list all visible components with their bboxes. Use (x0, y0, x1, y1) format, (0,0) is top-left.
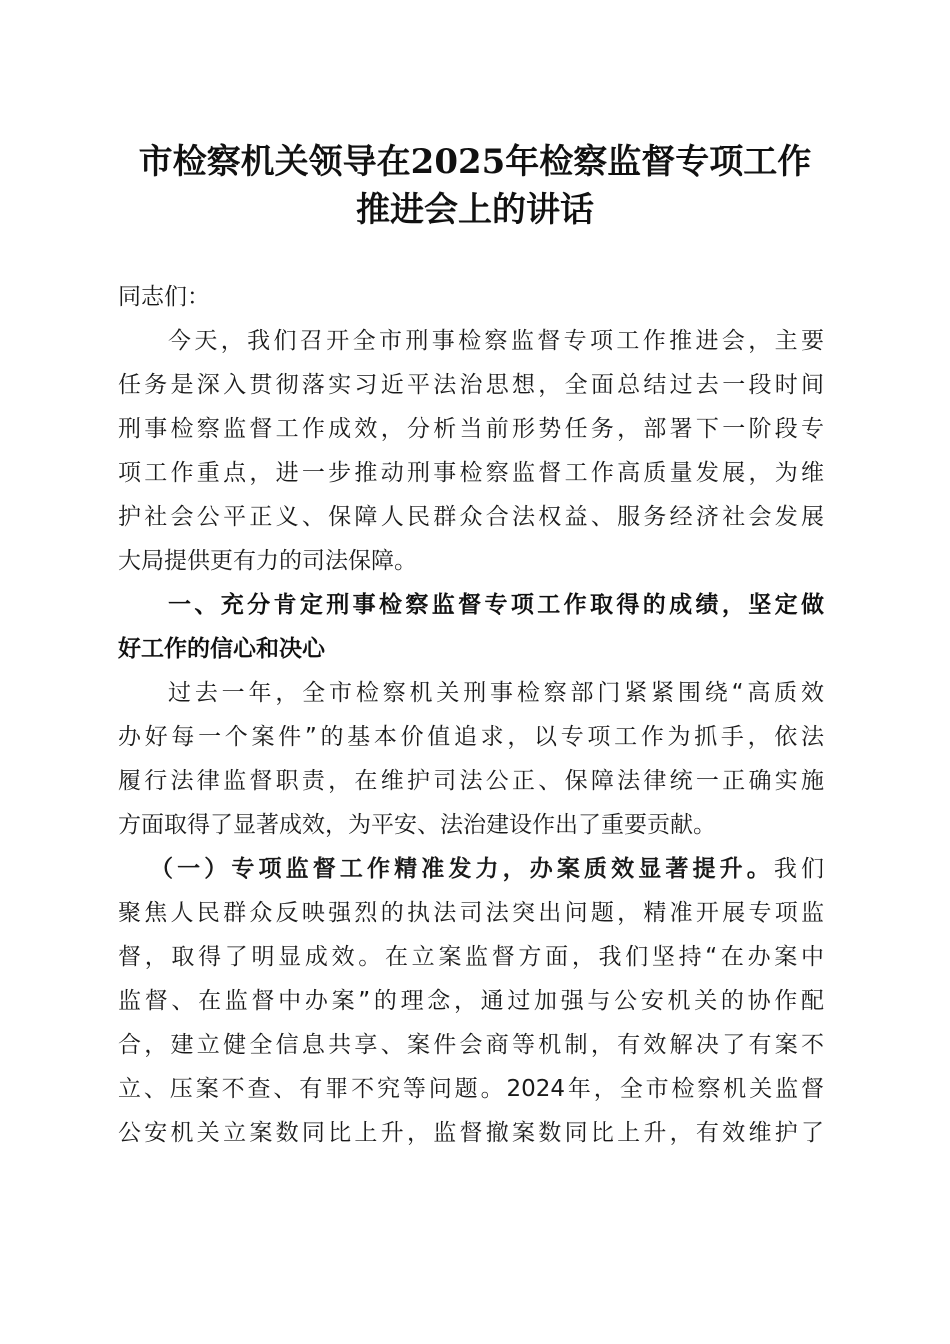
paragraph-1-line-4: 项工作重点，进一步推动刑事检察监督工作高质量发展，为维 (118, 460, 824, 486)
paragraph-3-line-2: 聚焦人民群众反映强烈的执法司法突出问题，精准开展专项监 (118, 900, 824, 926)
section-heading-line-1: 一、充分肯定刑事检察监督专项工作取得的成绩，坚定做 (168, 592, 824, 618)
paragraph-3-line-5: 合，建立健全信息共享、案件会商等机制，有效解决了有案不 (118, 1032, 824, 1058)
paragraph-3-line-6: 立、压案不查、有罪不究等问题。2024年，全市检察机关监督 (118, 1076, 824, 1102)
salutation: 同志们： (118, 284, 210, 310)
document-title (100, 138, 850, 234)
paragraph-3-line-3: 督，取得了明显成效。在立案监督方面，我们坚持“在办案中 (118, 944, 824, 970)
section-heading-line-2: 好工作的信心和决心 (118, 636, 325, 662)
subheading: （一）专项监督工作精准发力，办案质效显著提升。 (150, 856, 774, 882)
paragraph-3-line-1 (150, 849, 824, 889)
paragraph-3-line-7: 公安机关立案数同比上升，监督撤案数同比上升，有效维护了 (118, 1120, 824, 1146)
paragraph-2-line-1: 过去一年，全市检察机关刑事检察部门紧紧围绕“高质效 (168, 680, 824, 706)
paragraph-1-line-2: 任务是深入贯彻落实习近平法治思想，全面总结过去一段时间 (118, 372, 824, 398)
paragraph-2-line-2: 办好每一个案件”的基本价值追求，以专项工作为抓手，依法 (118, 724, 824, 750)
paragraph-1-line-6: 大局提供更有力的司法保障。 (118, 548, 417, 574)
subheading-rest: 我们 (773, 856, 824, 882)
title-line-1: 市检察机关领导在2025年检察监督专项工作 (138, 142, 812, 182)
paragraph-1-line-3: 刑事检察监督工作成效，分析当前形势任务，部署下一阶段专 (118, 416, 824, 442)
paragraph-2-line-4: 方面取得了显著成效，为平安、法治建设作出了重要贡献。 (118, 812, 716, 838)
paragraph-1-line-1: 今天，我们召开全市刑事检察监督专项工作推进会，主要 (168, 328, 824, 354)
title-line-2: 推进会上的讲话 (356, 190, 594, 230)
paragraph-2-line-3: 履行法律监督职责，在维护司法公正、保障法律统一正确实施 (118, 768, 824, 794)
paragraph-3-line-4: 监督、在监督中办案”的理念，通过加强与公安机关的协作配 (118, 988, 824, 1014)
paragraph-1-line-5: 护社会公平正义、保障人民群众合法权益、服务经济社会发展 (118, 504, 824, 530)
